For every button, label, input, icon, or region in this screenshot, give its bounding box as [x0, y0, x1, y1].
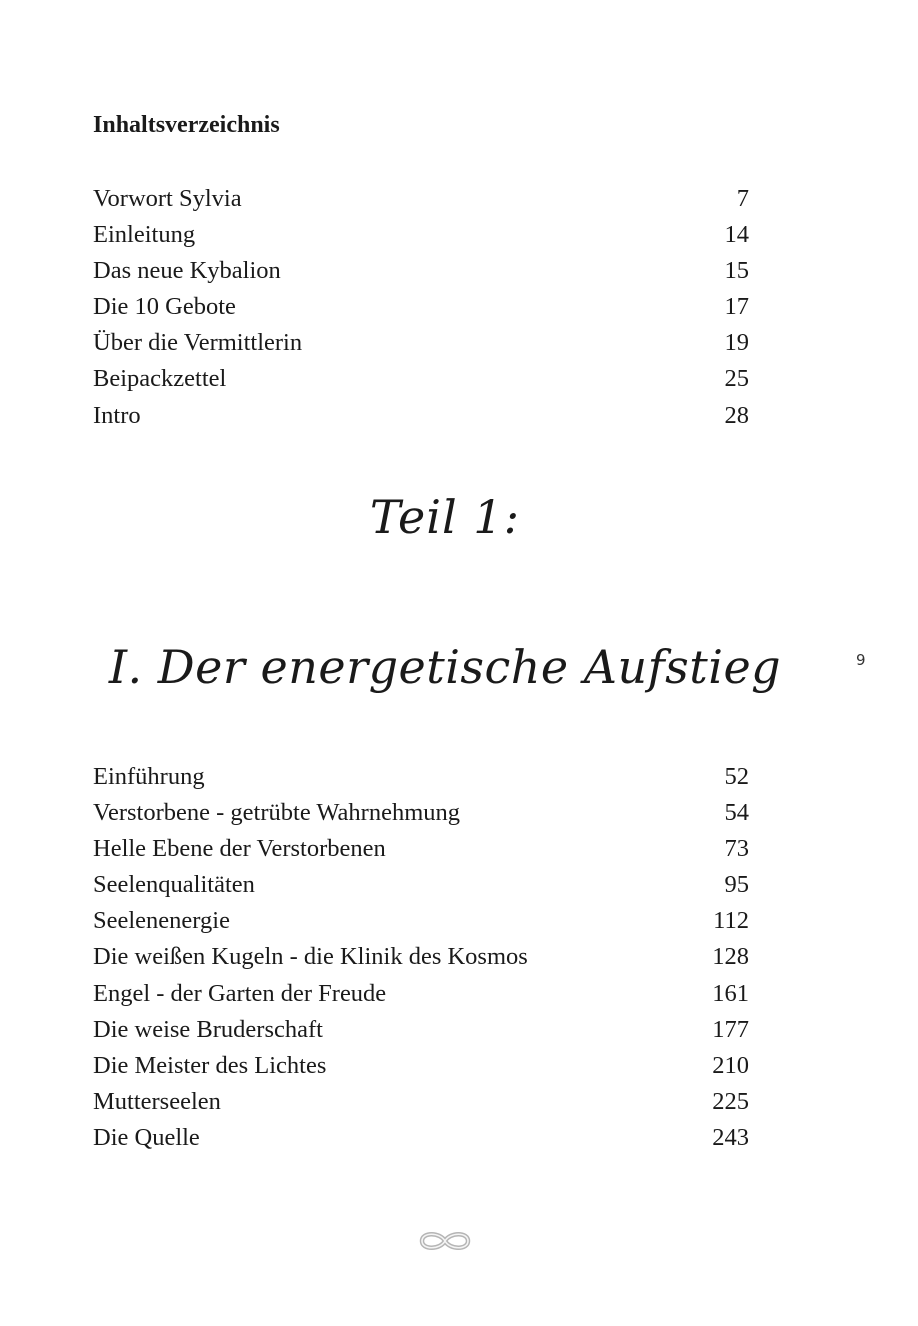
toc-entry-page: 14	[724, 221, 749, 249]
toc-entry[interactable]	[93, 1084, 749, 1120]
toc-entry-page: 225	[712, 1087, 749, 1115]
toc-entry-page: 210	[712, 1051, 749, 1079]
toc-entry[interactable]	[93, 1120, 749, 1156]
toc-entry-title: Einführung	[93, 763, 205, 790]
toc-entry[interactable]	[93, 759, 749, 795]
toc-entry-page: 73	[724, 835, 749, 863]
toc-entry-page: 15	[724, 257, 749, 285]
toc-entry-title: Die weise Bruderschaft	[93, 1015, 323, 1043]
toc-front-matter-list	[93, 181, 749, 434]
toc-entry-page: 243	[712, 1123, 749, 1151]
toc-entry[interactable]	[93, 217, 749, 253]
toc-entry-title: Vorwort Sylvia	[93, 185, 242, 212]
toc-entry[interactable]	[93, 939, 749, 975]
toc-entry-title: Die weißen Kugeln - die Klinik des Kosmos	[93, 943, 528, 971]
toc-entry-title: Die 10 Gebote	[93, 293, 236, 321]
infinity-icon	[416, 1228, 474, 1254]
toc-entry[interactable]	[93, 1048, 749, 1084]
toc-entry-title: Über die Vermittlerin	[93, 329, 303, 357]
toc-entry-title: Mutterseelen	[93, 1087, 221, 1115]
toc-entry-page: 25	[724, 365, 749, 393]
toc-entry-title: Seelenenergie	[93, 907, 230, 935]
toc-entry-title: Die Meister des Lichtes	[93, 1051, 327, 1079]
toc-entry[interactable]	[93, 398, 749, 434]
toc-entry[interactable]	[93, 361, 749, 397]
toc-entry-page: 54	[724, 799, 749, 827]
toc-entry[interactable]	[93, 795, 749, 831]
toc-chapter-list	[93, 759, 749, 1156]
toc-entry[interactable]	[93, 325, 749, 361]
page-number: 9	[856, 651, 866, 669]
toc-entry-title: Intro	[93, 401, 141, 429]
toc-entry-title: Helle Ebene der Verstorbenen	[93, 835, 386, 863]
toc-entry[interactable]	[93, 867, 749, 903]
toc-entry-title: Verstorbene - getrübte Wahrnehmung	[93, 799, 460, 827]
toc-entry-page: 128	[712, 943, 749, 971]
toc-entry[interactable]	[93, 289, 749, 325]
toc-entry-title: Seelenqualitäten	[93, 871, 255, 899]
part-label: Teil 1:	[369, 490, 521, 544]
toc-heading: Inhaltsverzeichnis	[93, 112, 280, 138]
toc-entry-page: 161	[712, 979, 749, 1007]
toc-entry-page: 28	[724, 401, 749, 429]
toc-entry[interactable]	[93, 1012, 749, 1048]
toc-entry-page: 7	[736, 185, 749, 212]
toc-entry-title: Beipackzettel	[93, 365, 227, 393]
toc-entry-page: 112	[713, 907, 749, 935]
toc-entry-page: 95	[724, 871, 749, 899]
chapter-title: I. Der energetische Aufstieg	[108, 640, 782, 694]
toc-entry-page: 17	[724, 293, 749, 321]
toc-entry-page: 19	[724, 329, 749, 357]
toc-entry[interactable]	[93, 181, 749, 217]
toc-entry-title: Das neue Kybalion	[93, 257, 281, 285]
toc-entry-title: Engel - der Garten der Freude	[93, 979, 387, 1007]
toc-entry-title: Die Quelle	[93, 1123, 200, 1151]
toc-entry-page: 52	[724, 763, 749, 790]
toc-entry[interactable]	[93, 253, 749, 289]
toc-entry-page: 177	[712, 1015, 749, 1043]
toc-entry[interactable]	[93, 903, 749, 939]
toc-entry[interactable]	[93, 831, 749, 867]
toc-entry-title: Einleitung	[93, 221, 196, 249]
toc-entry[interactable]	[93, 976, 749, 1012]
